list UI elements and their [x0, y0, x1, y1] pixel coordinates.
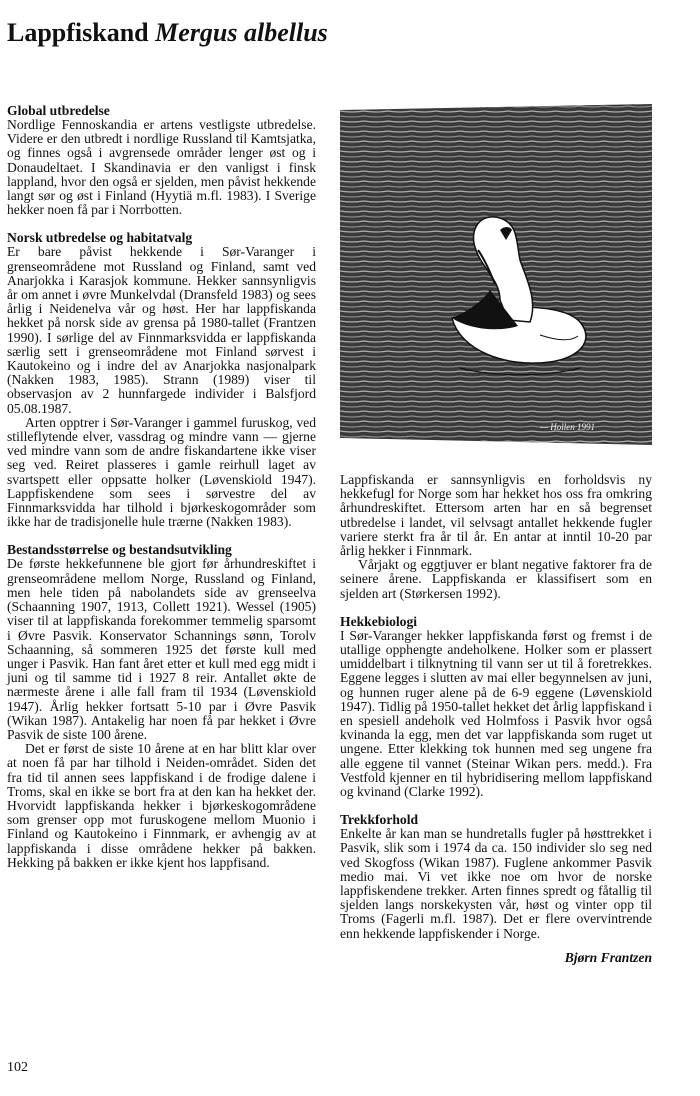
- paragraph: Enkelte år kan man se hundretalls fugler på høsttrekket i Pasvik, slik som i 1974 da ca. 150 individer slo seg ned ved Skogfoss (Wikan 1987). Fuglene ankommer Pasvik medio mai. Vi vet ikke noe om hvor de norske lappfiskendene trekker. Arten finnes spredt og fåtallig til sjelden langs norskekysten vår, høst og vinter opp til Troms (Fagerli m.fl. 1987). Det er flere overvintrende enn hekkende lappfiskender i Norge.: [340, 826, 652, 941]
- section-heading-norsk: Norsk utbredelse og habitatvalg: [7, 230, 193, 246]
- duck-illustration: [340, 100, 652, 452]
- section-heading-bestand: Bestandsstørrelse og bestandsutvikling: [7, 542, 232, 558]
- section-heading-trekk: Trekkforhold: [340, 812, 419, 828]
- artist-signature: — Hollen 1991: [540, 422, 595, 432]
- paragraph: De første hekkefunnene ble gjort før århundreskiftet i grenseområdene mellom Norge, Russland og Finland, men hele tiden på nabolandets side av grenseelva (Schaanning 1907, 1913, Collett 1921). Wessel (1905) viser til at lappfiskanda forekommer temmelig sparsomt i Øvre Pasvik. Konservator Schannings sønn, Torolv Schaanning, så sommeren 1925 det første kull med unger i Pasvik. Han fant året etter et kull med egg midt i juni og til samme tid i 1927 8 reir. Antallet økte de nærmeste årene i alle fall fram til 1934 (Løvenskiold 1947). Årlig hekker fortsatt 5-10 par i Øvre Pasvik (Wikan 1987). Antakelig har noen få par hekket i Øvre Pasvik de siste 100 årene.: [7, 556, 316, 742]
- author-signature: Bjørn Frantzen: [564, 949, 652, 965]
- section-heading-hekke: Hekkebiologi: [340, 613, 418, 629]
- right-column: [340, 473, 652, 965]
- left-column: [7, 103, 316, 870]
- species-latin-name: Mergus albellus: [155, 18, 328, 47]
- species-common-name: Lappfiskand: [7, 18, 149, 47]
- paragraph: Lappfiskanda er sannsynligvis en forholdsvis ny hekkefugl for Norge som har hekket hos oss fra omkring århundreskiftet. Ettersom arten har en så begrenset utbredelse i landet, vil selvsagt antallet hekkende fugler variere sterkt fra år til år. En antar at inntil 10-20 par årlig hekker i Finnmark.: [340, 472, 652, 559]
- paragraph: Vårjakt og eggtjuver er blant negative faktorer fra de seinere årene. Lappfiskanda er klassifisert som en sjelden art (Størkersen 1992).: [340, 557, 652, 601]
- paragraph: I Sør-Varanger hekker lappfiskanda først og fremst i de utallige opphengte andeholkene. Holker som er plassert umiddelbart i tilknytning til vann ser ut til å foretrekkes. Eggene legges i slutten av mai eller begynnelsen av juni, og hunnen ruger alene på de 6-9 eggene (Løvenskiold 1947). Tidlig på 1950-tallet hekket det årlig lappfiskand i en spesiell andeholk ved Holmfoss i Pasvik hvor også kvinanda la egg, men det var lappfiskanda som ruget ut ungene. Etter klekking tok hunnen med seg ungene fra alle eggene til vannet (Steinar Wikan pers. medd.). Fra Vestfold kjenner en til hybridisering mellom lappfiskand og kvinand (Clarke 1992).: [340, 627, 652, 800]
- paragraph: Det er først de siste 10 årene at en har blitt klar over at noen få par har tilhold i Neiden-området. Siden det fra tid til annen sees lappfiskand i de frodige dalene i Troms, skal en ikke se bort fra at den kan ha hekket der. Hvorvidt lappfiskanda hekker i bjørkeskogområdene som grenser opp mot furuskogene mellom Muonio i Finland og Kautokeino i Finnmark, er avhengig av at lappfiskanda i disse områdene hekker på bakken. Hekking på bakken er ikke kjent hos lappfisand.: [7, 741, 316, 870]
- paragraph: Er bare påvist hekkende i Sør-Varanger i grenseområdene mot Russland og Finland, samt ved Anarjokka i Karasjok kommune. Hekker sannsynligvis år om annet i øvre Munkelvdal (Dransfeld 1983) og sees årlig i Neidenelva vår og høst. Her har lappfiskanda hekket på norsk side av grensa på 1980-tallet (Frantzen 1990). I sørlige del av Finnmarksvidda er lappfiskanda særlig sett i grenseområdene mot Finland sørvest i Kautokeino og i indre del av Anarjokka nasjonalpark (Nakken 1983, 1985). Strann (1989) viser til observasjon av 2 hunnfargede individer i Balsfjord 05.08.1987.: [7, 244, 316, 416]
- paragraph: Arten opptrer i Sør-Varanger i gammel furuskog, ved stilleflytende elver, vassdrag og mindre vann — gjerne ved mindre vann som de andre fiskandartene ikke viser seg ved. Reiret plasseres i gamle reirhull laget av svartspett eller oppsatte holker (Løvenskiold 1947). Lappfiskendene som sees i sørvestre del av Finnmarksvidda har tilhold i bjørkeskogområder som ikke har de tradisjonelle hule trærne (Nakken 1983).: [7, 414, 316, 530]
- page-number: 102: [7, 1060, 28, 1075]
- paragraph: Nordlige Fennoskandia er artens vestligste utbredelse. Videre er den utbredt i nordlige Russland til Kamtsjatka, og finnes også i avgrensede områder lenger øst og i Donaudeltaet. I Skandinavia er den vanligst i finsk lappland, hvor den også er sjelden, men påvist hekkende langt sør og øst i Finland (Hyytiä m.fl. 1983). I Sverige hekker noen få par i Norrbotten.: [7, 117, 316, 218]
- section-heading-global: Global utbredelse: [7, 103, 110, 118]
- page-title: [7, 18, 328, 48]
